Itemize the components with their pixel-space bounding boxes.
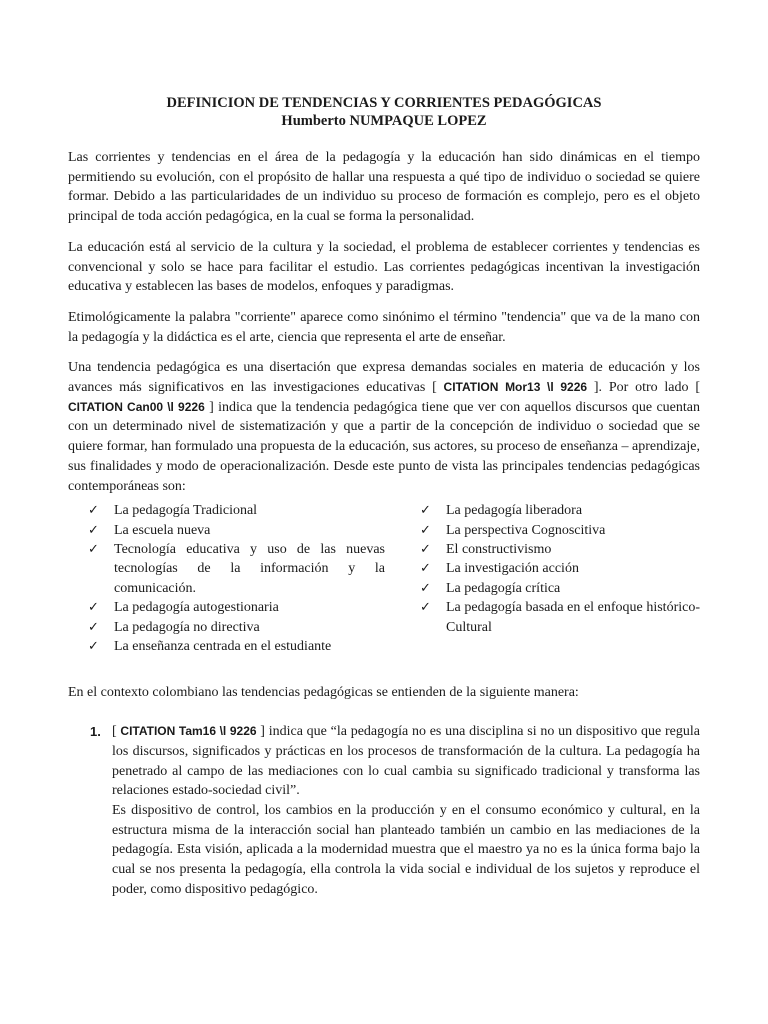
bracket-open: [ [112,724,121,740]
paragraph-4-text-b: ]. Por otro lado [ [587,380,700,396]
checkmark-icon: ✓ [420,600,431,616]
list-item-text: La escuela nueva [114,522,211,538]
checkmark-icon: ✓ [88,600,99,616]
checkmark-icon: ✓ [88,639,99,655]
list-item [88,501,385,520]
checkmark-icon: ✓ [88,503,99,519]
list-item-text: El constructivismo [446,542,552,558]
checkmark-icon: ✓ [88,619,99,635]
document-author: Humberto NUMPAQUE LOPEZ [281,113,487,129]
list-item-text: La pedagogía autogestionaria [114,600,279,616]
checkmark-icon: ✓ [88,542,99,558]
list-item [88,598,385,617]
tendencies-list [68,501,700,656]
paragraph-2: La educación está al servicio de la cultura y la sociedad, el problema de establecer corrientes y tendencias es convencional y solo se hace para facilitar el estudio. Las corrientes pedagógicas incentivan la investigación educativa y establecen las bases de modelos, enfoques y paradigmas. [68,239,700,295]
list-item [420,559,700,578]
checkmark-icon: ✓ [420,580,431,596]
citation-field: CITATION Mor13 \l 9226 [443,380,588,395]
context-paragraph: En el contexto colombiano las tendencias pedagógicas se entienden de la siguiente manera: [68,684,579,700]
document-title: DEFINICION DE TENDENCIAS Y CORRIENTES PEDAGÓGICAS [166,95,602,111]
paragraph-3: Etimológicamente la palabra "corriente" aparece como sinónimo el término "tendencia" que va de la mano con la pedagogía y la didáctica es el arte, ciencia que representa el arte de enseñar. [68,309,700,345]
checkmark-icon: ✓ [420,542,431,558]
list-item-text: La pedagogía Tradicional [114,503,258,519]
list-item [88,521,385,540]
tendencies-list-left [68,501,385,656]
paragraph-4 [68,358,700,496]
list-item-text: La pedagogía basada en el enfoque histórico-Cultural [446,600,700,635]
list-item [88,540,385,598]
list-item-text: La pedagogía no directiva [114,619,260,635]
list-item-text: La enseñanza centrada en el estudiante [114,639,332,655]
list-item-text: La perspectiva Cognoscitiva [446,522,606,538]
list-item-text: La pedagogía crítica [446,580,561,596]
list-item [420,501,700,520]
checkmark-icon: ✓ [420,503,431,519]
checkmark-icon: ✓ [88,522,99,538]
numbered-item-text-a: ] indica que “la pedagogía no es una disciplina si no un dispositivo que regula los discursos, significados y prácticas en los procesos de transformación de la cultura. La pedagogía ha penetrado al campo de las mediaciones con lo cual cambia su significado tradicional y transforma las relaciones estado-sociedad civil”. [112,724,701,799]
list-item [420,579,700,598]
numbered-item-paragraph-1 [112,722,700,801]
numbered-list-item [68,722,700,899]
citation-field: CITATION Can00 \l 9226 [68,399,205,414]
checkmark-icon: ✓ [420,561,431,577]
paragraph-4-text-a: Una tendencia pedagógica es una disertación que expresa demandas sociales en materia de educación y los avances más significativos en las investigaciones educativas [ [68,360,700,396]
checkmark-icon: ✓ [420,522,431,538]
list-item [88,637,385,656]
list-item [420,540,700,559]
list-item [420,521,700,540]
citation-field: CITATION Tam16 \l 9226 [120,724,257,739]
list-number: 1. [90,724,101,740]
numbered-item-paragraph-2: Es dispositivo de control, los cambios en la producción y en el consumo económico y cultural, en la estructura misma de la interacción social han planteado también un cambio en las mediaciones de la pedagogía. Esta visión, aplicada a la modernidad muestra que el maestro ya no es la única forma bajo la cual se nos presenta la pedagogía, ella controla la vida social e individual de los sujetos y reproduce el poder, como dispositivo pedagógico. [112,803,700,897]
list-item-text: La investigación acción [446,561,579,577]
list-item-text: Tecnología educativa y uso de las nuevas tecnologías de la información y la comunicación. [114,542,385,596]
list-item-text: La pedagogía liberadora [446,503,583,519]
paragraph-1: Las corrientes y tendencias en el área de la pedagogía y la educación han sido dinámicas en el tiempo permitiendo su evolución, con el propósito de hallar una respuesta a qué tipo de individuo o sociedad se quiere formar. Debido a las particularidades de un individuo su proceso de formación es complejo, pero es el objeto principal de toda acción pedagógica, en la cual se forma la personalidad. [68,150,700,225]
numbered-item-body [112,722,700,899]
paragraph-4-text-c: ] indica que la tendencia pedagógica tiene que ver con aquellos discursos que cuentan con un determinado nivel de sistematización y que a partir de la concepción de individuo o sociedad que se quiere formar, han formulado una propuesta de la educación, sus actores, su proceso de enseñanza – aprendizaje, sus finalidades y modo de operacionalización. Desde este punto de vista las principales tendencias pedagógicas contemporáneas son: [68,399,700,494]
tendencies-list-right [420,501,700,656]
list-item [420,598,700,637]
list-item [88,618,385,637]
